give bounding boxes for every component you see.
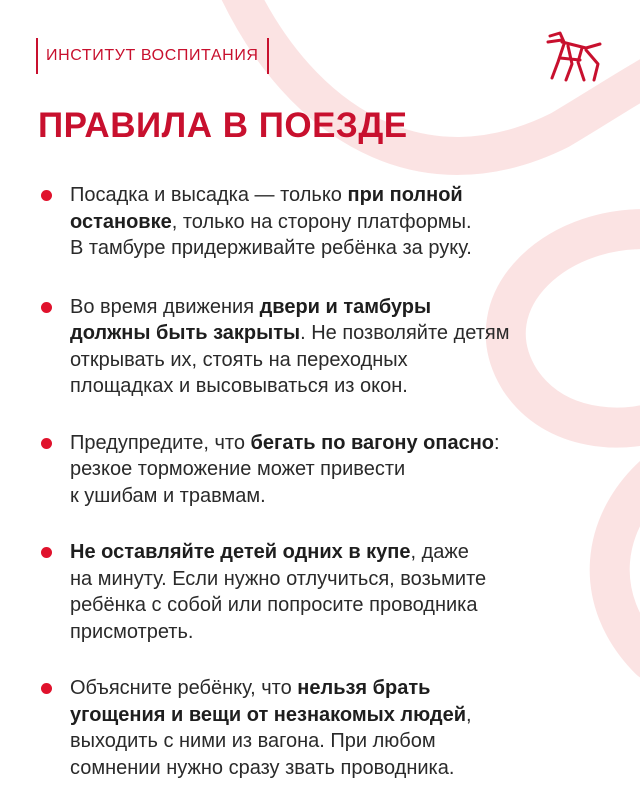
rule-fragment: , даже [410, 541, 469, 563]
rule-fragment: площадках и высовываться из окон. [70, 375, 408, 397]
rule-emphasis: бегать по вагону опасно [250, 431, 495, 454]
rule-text [70, 675, 608, 781]
rule-fragment: Посадка и высадка — только [70, 184, 348, 206]
rule-fragment: , только на сторону платформы. [171, 210, 472, 233]
decor-stroke-lower [610, 470, 640, 660]
rule-emphasis: Не оставляйте детей одних в купе [70, 541, 411, 563]
rule-fragment: к ушибам и травмам. [70, 484, 266, 507]
page-title: ПРАВИЛА В ПОЕЗДЕ [38, 106, 408, 145]
rule-item [38, 294, 608, 400]
right-divider [267, 38, 269, 74]
rule-text [70, 182, 608, 262]
rule-text [70, 294, 608, 400]
institute-name: ИНСТИТУТ ВОСПИТАНИЯ [46, 47, 259, 64]
rule-item [38, 182, 608, 262]
rule-emphasis: нельзя брать [297, 677, 431, 699]
rule-fragment: Предупредите, что [70, 431, 251, 454]
rule-emphasis: остановке [70, 210, 172, 233]
rules-list [38, 182, 608, 811]
rule-emphasis: угощения и вещи от незнакомых людей [70, 703, 467, 726]
institute-header [36, 38, 269, 74]
rule-fragment: Объясните ребёнку, что [70, 677, 298, 699]
rule-fragment: В тамбуре придерживайте ребёнка за руку. [70, 237, 472, 259]
rule-item [38, 430, 608, 510]
rule-fragment: : [494, 431, 500, 454]
bullet-dot-icon [41, 302, 52, 313]
rule-fragment: резкое торможение может привести [70, 458, 406, 480]
rule-fragment: ребёнка с собой или попросите проводника [70, 594, 478, 616]
rule-fragment: Во время движения [70, 295, 260, 318]
bullet-dot-icon [41, 438, 52, 449]
rule-item [38, 675, 608, 781]
bullet-dot-icon [41, 683, 52, 694]
bullet-dot-icon [41, 190, 52, 201]
red-horse-logo-icon [542, 28, 606, 84]
rule-fragment: открывать их, стоять на переходных [70, 348, 408, 371]
rule-fragment: . Не позволяйте детям [300, 322, 510, 344]
rule-fragment: , [466, 703, 472, 726]
rule-fragment: присмотреть. [70, 620, 194, 643]
rule-text [70, 430, 608, 510]
rule-text [70, 539, 608, 645]
rule-fragment: на минуту. Если нужно отлучиться, возьмите [70, 567, 487, 590]
rule-emphasis: должны быть закрыты [70, 322, 301, 344]
rule-item [38, 539, 608, 645]
rule-fragment: сомнении нужно сразу звать проводника. [70, 756, 455, 779]
rule-emphasis: двери и тамбуры [259, 295, 432, 318]
rule-fragment: выходить с ними из вагона. При любом [70, 730, 436, 752]
bullet-dot-icon [41, 547, 52, 558]
rule-emphasis: при полной [347, 184, 463, 206]
